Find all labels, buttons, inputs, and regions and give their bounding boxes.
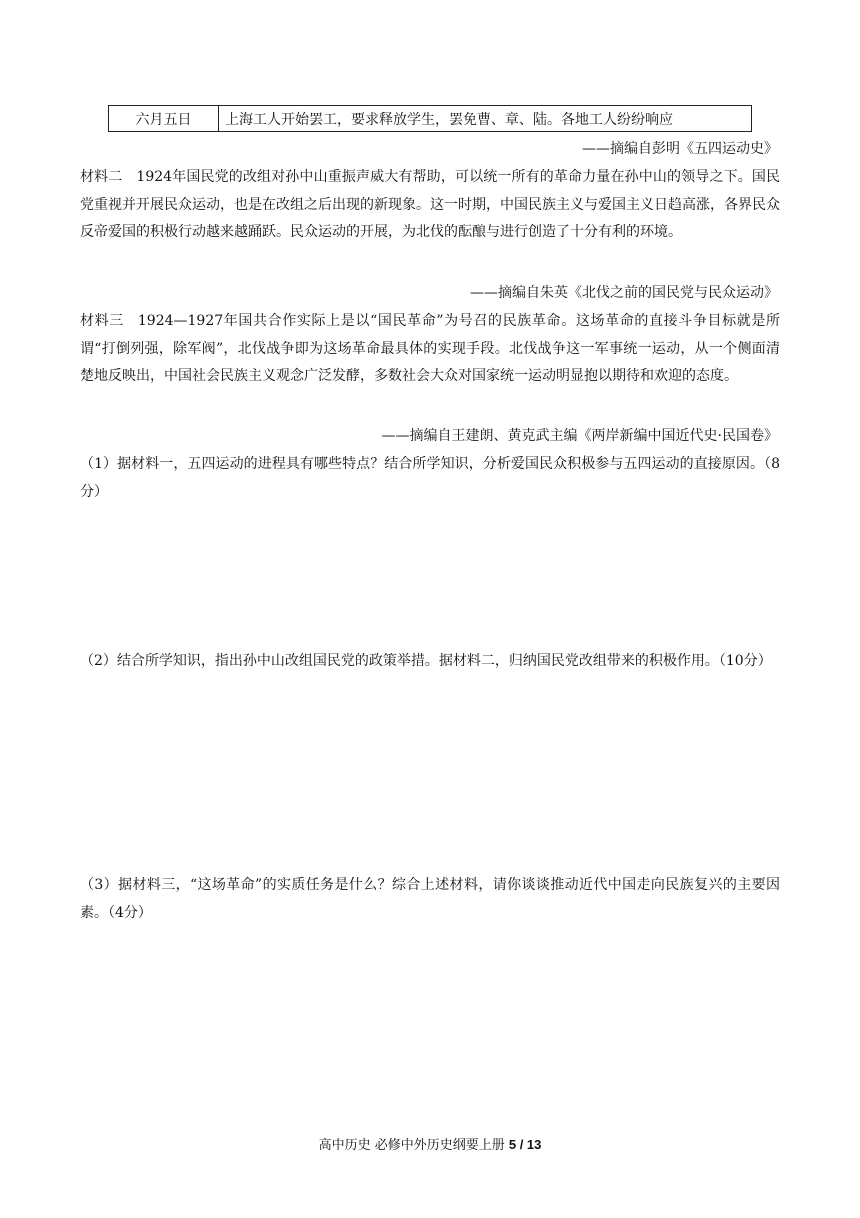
material-2 — [80, 164, 780, 247]
source-citation-2: ——摘编自朱英《北伐之前的国民党与民众运动》 — [470, 285, 778, 301]
material-2-text: 1924年国民党的改组对孙中山重振声威大有帮助，可以统一所有的革命力量在孙中山的领导之下。国民党重视并开展民众运动，也是在改组之后出现的新现象。这一时期，中国民族主义与爱国主义日趋高涨，各界民众反帝爱国的积极行动越来越踊跃。民众运动的开展，为北伐的酝酿与进行创造了十分有利的环境。 — [80, 169, 780, 240]
question-3: （3）据材料三，“这场革命”的实质任务是什么？综合上述材料，请你谈谈推动近代中国走向民族复兴的主要因素。（4分） — [80, 877, 780, 921]
material-3 — [80, 308, 780, 391]
source-citation-3: ——摘编自王建朗、黄克武主编《两岸新编中国近代史·民国卷》 — [381, 428, 778, 444]
material-3-text: 1924—1927年国共合作实际上是以“国民革命”为号召的民族革命。这场革命的直接斗争目标就是所谓“打倒列强，除军阀”，北伐战争即为这场革命最具体的实现手段。北伐战争这一军事统一运动，从一个侧面清楚地反映出，中国社会民族主义观念广泛发酵，多数社会大众对国家统一运动明显抱以期待和欢迎的态度。 — [80, 313, 780, 384]
source-citation-1: ——摘编自彭明《五四运动史》 — [582, 141, 778, 157]
table-date-cell: 六月五日 — [109, 106, 219, 131]
footer-text: 高中历史 必修中外历史纲要上册 — [318, 1138, 509, 1153]
table-event-cell: 上海工人开始罢工，要求释放学生，罢免曹、章、陆。各地工人纷纷响应 — [225, 111, 673, 128]
page-footer — [0, 1134, 860, 1153]
material-3-label: 材料三 — [80, 313, 124, 329]
material-2-label: 材料二 — [80, 169, 123, 185]
page-number: 5 / 13 — [508, 1137, 542, 1152]
question-2: （2）结合所学知识，指出孙中山改组国民党的政策举措。据材料二，归纳国民党改组带来的积极作用。（10分） — [80, 653, 772, 669]
question-1: （1）据材料一，五四运动的进程具有哪些特点？结合所学知识，分析爱国民众积极参与五四运动的直接原因。（8分） — [80, 456, 780, 500]
event-table-row — [108, 105, 752, 132]
